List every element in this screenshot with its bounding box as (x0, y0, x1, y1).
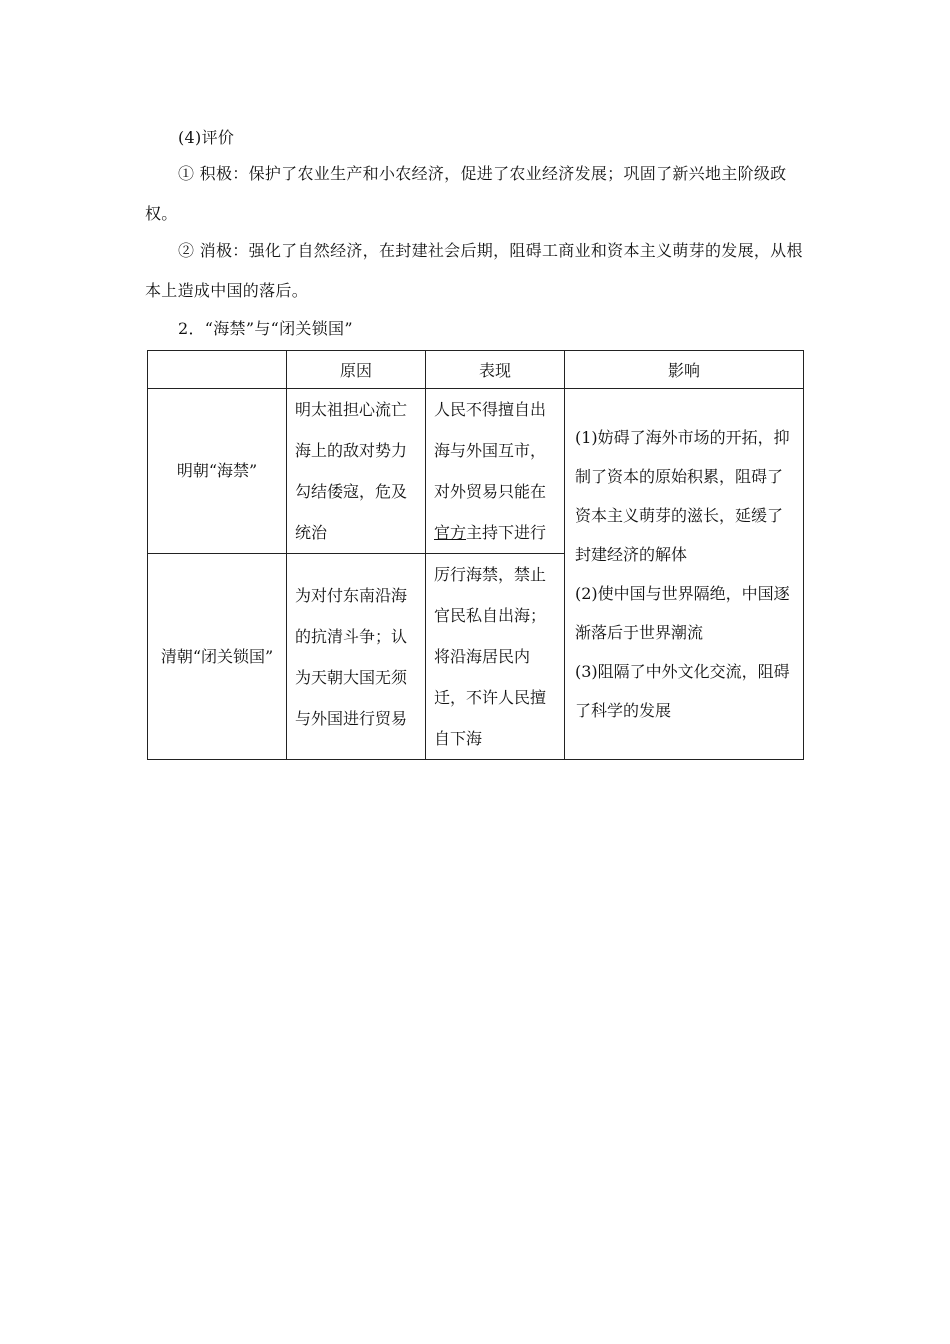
subheading-evaluation: (4)评价 (178, 128, 235, 147)
header-cause: 原因 (287, 351, 426, 389)
header-manifestation: 表现 (426, 351, 565, 389)
section-heading-2: 2．“海禁”与“闭关锁国” (178, 319, 353, 338)
cause-ming: 明太祖担心流亡海上的敌对势力勾结倭寇，危及统治 (287, 389, 426, 554)
effect-1: (1)妨碍了海外市场的开拓，抑制了资本的原始积累，阻碍了资本主义萌芽的滋长，延缓了封建经济的解体 (575, 428, 790, 564)
header-effect: 影响 (565, 351, 804, 389)
underlined-term: 官方 (434, 523, 467, 542)
positive-evaluation: ① 积极：保护了农业生产和小农经济，促进了农业经济发展；巩固了新兴地主阶级政权。 (145, 164, 787, 223)
cause-qing: 为对付东南沿海的抗清斗争；认为天朝大国无须与外国进行贸易 (287, 554, 426, 760)
manifestation-ming (426, 389, 565, 554)
manifestation-qing: 厉行海禁，禁止官民私自出海；将沿海居民内迁，不许人民擅自下海 (426, 554, 565, 760)
row-title-qing: 清朝“闭关锁国” (148, 554, 287, 760)
manifestation-ming-text: 人民不得擅自出海与外国互市，对外贸易只能在 (434, 400, 547, 501)
effect-3: (3)阻隔了中外文化交流，阻碍了科学的发展 (575, 662, 790, 720)
effects-cell (565, 389, 804, 760)
table-header-row (148, 351, 804, 389)
effect-2: (2)使中国与世界隔绝，中国逐渐落后于世界潮流 (575, 584, 790, 642)
comparison-table (147, 350, 804, 760)
header-empty (148, 351, 287, 389)
table-row (148, 389, 804, 554)
row-title-ming: 明朝“海禁” (148, 389, 287, 554)
manifestation-ming-tail: 主持下进行 (466, 523, 547, 542)
negative-evaluation: ② 消极：强化了自然经济，在封建社会后期，阻碍工商业和资本主义萌芽的发展，从根本上造成中国的落后。 (145, 241, 803, 300)
